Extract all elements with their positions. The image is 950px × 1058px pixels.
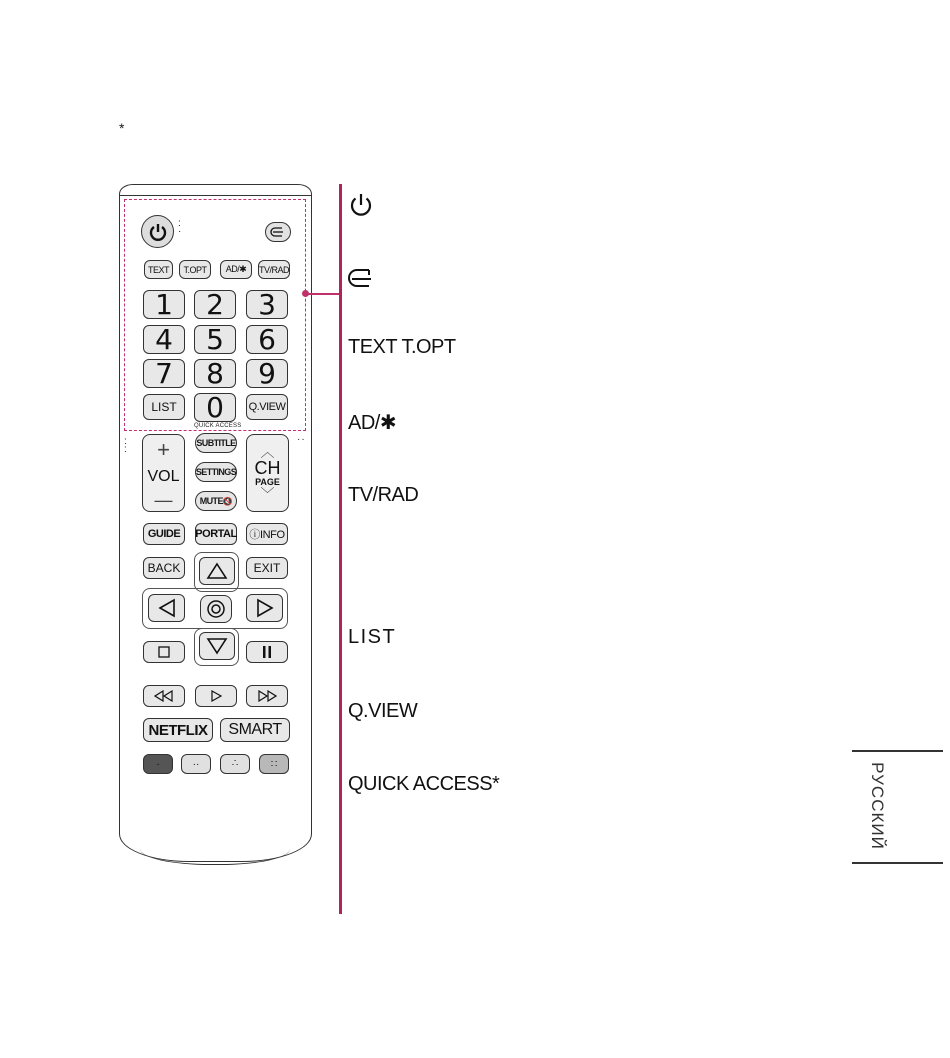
vol-label: VOL: [147, 468, 180, 485]
list-label: LIST: [348, 626, 397, 648]
quick-access-caption: QUICK ACCESS: [194, 423, 242, 429]
guide-button[interactable]: GUIDE: [143, 523, 185, 545]
pause-icon: [261, 645, 273, 659]
remote-top-edge: [119, 184, 312, 196]
ok-button[interactable]: [200, 595, 232, 623]
number-button-6[interactable]: 6: [246, 325, 288, 354]
exit-button[interactable]: EXIT: [246, 557, 288, 579]
footnote-asterisk: *: [119, 120, 125, 136]
portal-button[interactable]: PORTAL: [195, 523, 237, 545]
ch-label: CH: [254, 458, 281, 478]
green-key-button[interactable]: [181, 754, 211, 774]
number-button-8[interactable]: 8: [194, 359, 236, 388]
down-arrow-button[interactable]: [199, 632, 235, 660]
settings-button[interactable]: SETTINGS: [195, 462, 237, 482]
channel-rocker[interactable]: [246, 434, 289, 512]
two-dots-icon: ··: [192, 758, 200, 770]
number-button-4[interactable]: 4: [143, 325, 185, 354]
input-label: [348, 267, 376, 295]
language-tab-top-rule: [852, 750, 943, 752]
input-button[interactable]: [265, 222, 291, 242]
stop-button[interactable]: [143, 641, 185, 663]
language-tab-bottom-rule: [852, 862, 943, 864]
smart-button[interactable]: SMART: [220, 718, 290, 742]
pointer-line: [306, 293, 340, 295]
rewind-icon: [154, 690, 174, 702]
tactile-dots: : ·: [178, 218, 183, 237]
one-dot-icon: ·: [156, 758, 160, 770]
number-button-2[interactable]: 2: [194, 290, 236, 319]
red-key-button[interactable]: [143, 754, 173, 774]
pause-button[interactable]: [246, 641, 288, 663]
page-label: PAGE: [255, 477, 280, 487]
volume-rocker[interactable]: [142, 434, 185, 512]
mute-label: MUTE: [199, 496, 223, 506]
ad-button[interactable]: AD/✱: [220, 260, 252, 279]
down-triangle-icon: [206, 637, 228, 655]
left-triangle-icon: [158, 598, 176, 618]
number-button-3[interactable]: 3: [246, 290, 288, 319]
back-button[interactable]: BACK: [143, 557, 185, 579]
list-button[interactable]: LIST: [143, 394, 185, 420]
input-icon: [270, 226, 286, 238]
power-label: [348, 192, 374, 224]
ad-label: AD/✱: [348, 412, 397, 434]
number-button-7[interactable]: 7: [143, 359, 185, 388]
volume-down-icon: —: [154, 490, 173, 510]
up-triangle-icon: [206, 562, 228, 580]
fast-forward-button[interactable]: [246, 685, 288, 707]
power-button[interactable]: [141, 215, 174, 248]
remote-bottom-edge: [140, 846, 290, 865]
tactile-dots-left: : :: [124, 436, 128, 455]
rewind-button[interactable]: [143, 685, 185, 707]
four-dots-icon: ∷: [270, 758, 278, 770]
yellow-key-button[interactable]: [220, 754, 250, 774]
blue-key-button[interactable]: [259, 754, 289, 774]
language-tab: РУССКИЙ: [868, 762, 887, 850]
channel-up-icon: ︿: [260, 444, 275, 460]
play-icon: [210, 690, 222, 702]
tactile-dots-right: ··: [297, 434, 306, 445]
power-icon: [148, 222, 168, 242]
fast-forward-icon: [257, 690, 277, 702]
number-button-5[interactable]: 5: [194, 325, 236, 354]
channel-down-icon: ﹀: [260, 486, 275, 502]
tvrad-button[interactable]: TV/RAD: [258, 260, 290, 279]
play-button[interactable]: [195, 685, 237, 707]
stop-icon: [158, 646, 170, 658]
three-dots-icon: ∴: [231, 758, 239, 769]
input-icon: [348, 267, 376, 289]
text-button[interactable]: TEXT: [144, 260, 173, 279]
number-button-0[interactable]: 0: [194, 393, 236, 422]
mute-icon: 🔇: [222, 496, 233, 506]
power-icon: [348, 192, 374, 218]
netflix-button[interactable]: NETFLIX: [143, 718, 213, 742]
right-arrow-button[interactable]: [246, 594, 283, 622]
up-arrow-button[interactable]: [199, 557, 235, 585]
number-button-1[interactable]: 1: [143, 290, 185, 319]
tvrad-label: TV/RAD: [348, 484, 419, 506]
qview-button[interactable]: Q.VIEW: [246, 394, 288, 420]
number-button-9[interactable]: 9: [246, 359, 288, 388]
volume-up-icon: +: [157, 437, 170, 462]
text-topt-label: TEXT T.OPT: [348, 336, 456, 358]
quick-access-label: QUICK ACCESS*: [348, 773, 500, 795]
pointer-dot: [302, 290, 309, 297]
subtitle-button[interactable]: SUBTITLE: [195, 433, 237, 453]
qview-label: Q.VIEW: [348, 700, 418, 722]
topt-button[interactable]: T.OPT: [179, 260, 211, 279]
left-arrow-button[interactable]: [148, 594, 185, 622]
right-triangle-icon: [256, 598, 274, 618]
info-button[interactable]: ⓘINFO: [246, 523, 288, 545]
ok-circle-icon: [206, 599, 226, 619]
mute-button[interactable]: [195, 491, 237, 511]
callout-line: [339, 184, 342, 914]
